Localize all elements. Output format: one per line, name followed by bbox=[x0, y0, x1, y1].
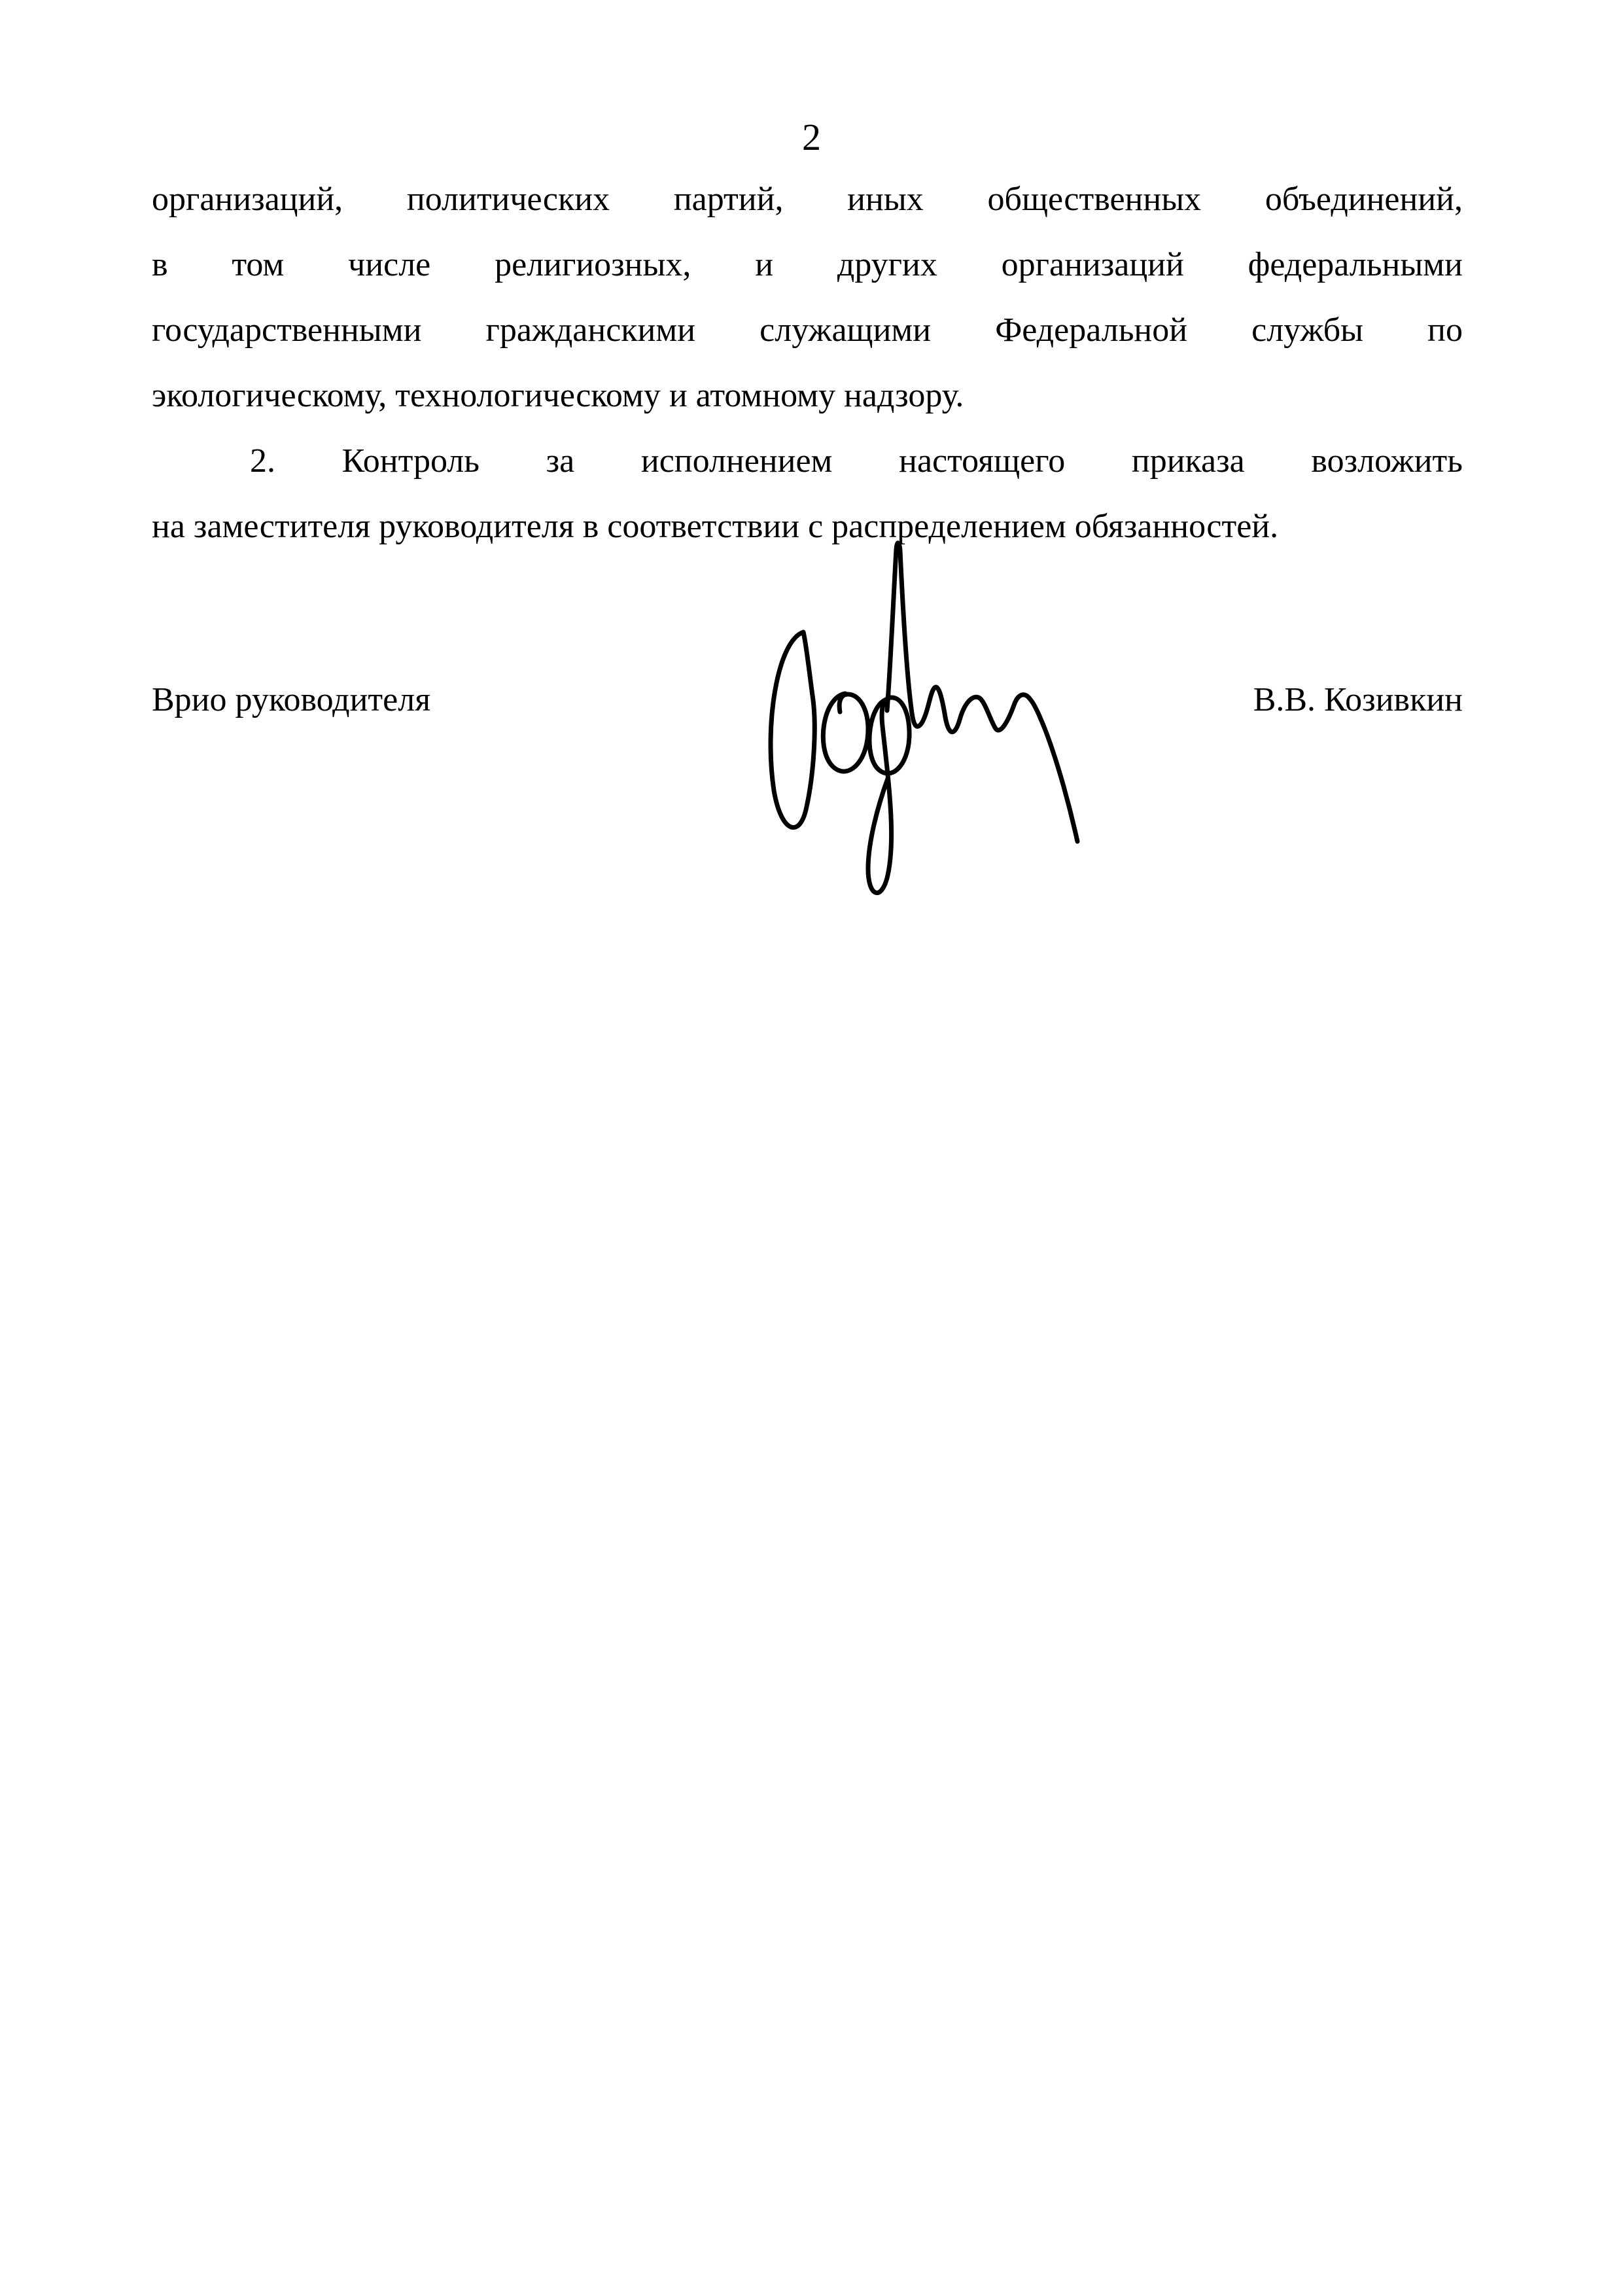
signer-name: В.В. Козивкин bbox=[1253, 681, 1463, 718]
paragraph1-line-1: организаций, политических партий, иных общественных объединений, bbox=[152, 181, 1463, 218]
paragraph1-line-2: в том числе религиозных, и других организаций федеральными bbox=[152, 246, 1463, 283]
paragraph1-line-4: экологическому, технологическому и атомному надзору. bbox=[152, 377, 964, 414]
paragraph2-line-1: 2. Контроль за исполнением настоящего приказа возложить bbox=[250, 442, 1463, 480]
page-number: 2 bbox=[802, 116, 821, 158]
paragraph1-line-3: государственными гражданскими служащими Федеральной службы по bbox=[152, 311, 1463, 349]
paragraph2-line-2: на заместителя руководителя в соответствии с распределением обязанностей. bbox=[152, 508, 1279, 545]
signature-block bbox=[152, 667, 1463, 733]
document-body bbox=[152, 167, 1463, 559]
signer-title: Врио руководителя bbox=[152, 681, 431, 718]
